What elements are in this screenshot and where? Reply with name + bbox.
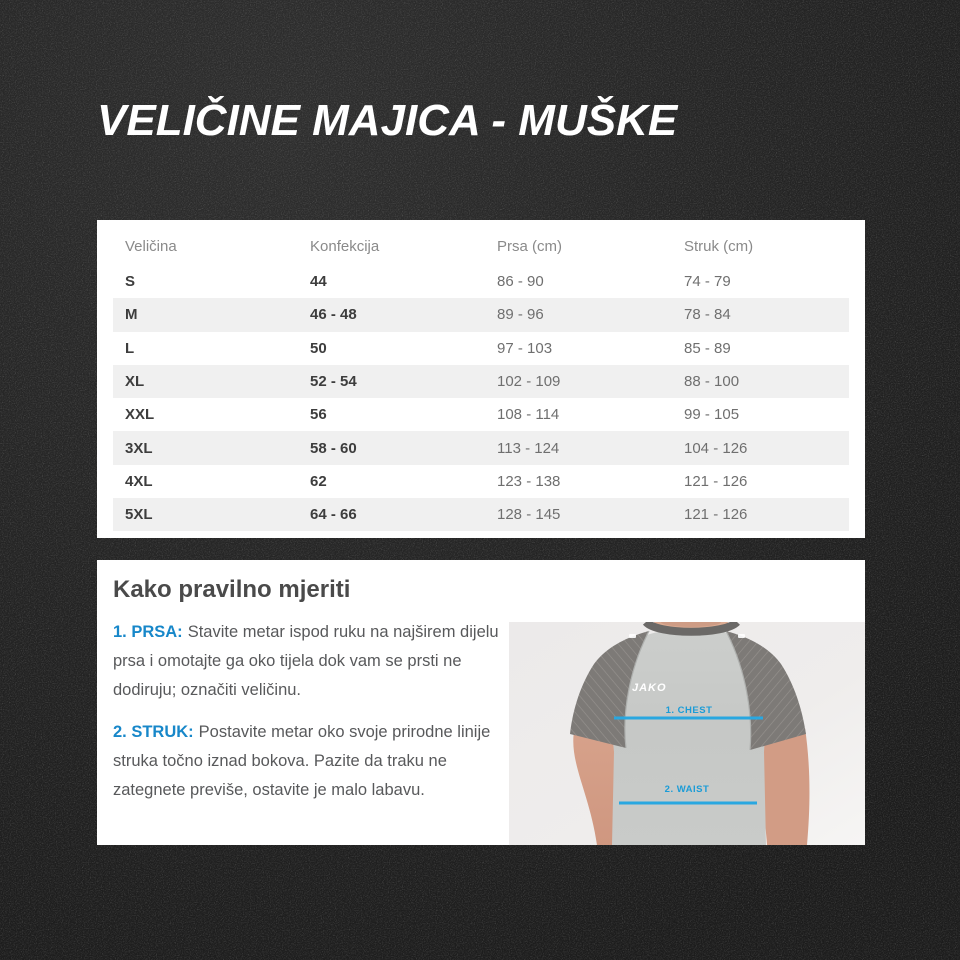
step-text-struk: Postavite metar oko svoje prirodne linije struka točno iznad bokova. Pazite da traku ne zategnete previše, ostavite je malo labavu.	[113, 723, 491, 799]
table-row	[113, 365, 849, 398]
table-row	[113, 431, 849, 464]
measure-guide-panel	[97, 560, 865, 845]
cell-velicina: L	[125, 339, 135, 357]
cell-velicina: XL	[125, 373, 145, 391]
cell-struk: 99 - 105	[684, 406, 740, 424]
step-label-prsa: 1. PRSA:	[113, 623, 183, 641]
cell-prsa: 108 - 114	[497, 406, 560, 424]
cell-konfekcija: 52 - 54	[310, 373, 357, 391]
table-header-row	[113, 228, 849, 265]
cell-konfekcija: 62	[310, 472, 327, 490]
cell-velicina: 3XL	[125, 439, 153, 457]
table-row	[113, 498, 849, 531]
guide-step-waist	[113, 718, 505, 805]
cell-prsa: 128 - 145	[497, 506, 561, 524]
column-header-struk: Struk (cm)	[684, 238, 754, 255]
cell-prsa: 97 - 103	[497, 339, 553, 357]
step-text-prsa: Stavite metar ispod ruku na najširem dijelu prsa i omotajte ga oko tijela dok vam se prsti ne dodiruju; označiti veličinu.	[113, 623, 499, 699]
size-table-panel	[97, 220, 865, 538]
guide-step-chest	[113, 618, 505, 705]
cell-konfekcija: 44	[310, 273, 327, 291]
table-row	[113, 265, 849, 298]
shirt-photo	[509, 622, 865, 845]
table-row	[113, 465, 849, 498]
left-shoulder-logo	[629, 634, 636, 638]
cell-struk: 85 - 89	[684, 339, 731, 357]
cell-velicina: 4XL	[125, 472, 153, 490]
cell-velicina: 5XL	[125, 506, 153, 524]
cell-struk: 74 - 79	[684, 273, 731, 291]
cell-velicina: S	[125, 273, 136, 291]
right-shoulder-logo	[738, 634, 745, 638]
guide-text-block	[113, 618, 505, 818]
table-row	[113, 332, 849, 365]
cell-prsa: 89 - 96	[497, 306, 544, 324]
guide-heading: Kako pravilno mjeriti	[113, 576, 351, 603]
cell-velicina: XXL	[125, 406, 155, 424]
cell-struk: 121 - 126	[684, 472, 748, 490]
cell-struk: 104 - 126	[684, 439, 748, 457]
shirt-illustration	[509, 622, 865, 845]
size-table	[113, 228, 849, 531]
cell-konfekcija: 58 - 60	[310, 439, 357, 457]
cell-struk: 78 - 84	[684, 306, 731, 324]
step-label-struk: 2. STRUK:	[113, 723, 194, 741]
cell-konfekcija: 46 - 48	[310, 306, 357, 324]
column-header-konfekcija: Konfekcija	[310, 238, 380, 255]
cell-prsa: 113 - 124	[497, 439, 560, 457]
cell-konfekcija: 50	[310, 339, 327, 357]
column-header-prsa: Prsa (cm)	[497, 238, 562, 255]
table-row	[113, 398, 849, 431]
cell-prsa: 86 - 90	[497, 273, 544, 291]
cell-prsa: 102 - 109	[497, 373, 561, 391]
page-title: VELIČINE MAJICA - MUŠKE	[97, 96, 678, 145]
cell-prsa: 123 - 138	[497, 472, 561, 490]
brand-logo: JAKO	[632, 682, 667, 694]
cell-konfekcija: 64 - 66	[310, 506, 357, 524]
cell-struk: 88 - 100	[684, 373, 740, 391]
waist-measure-label: 2. WAIST	[664, 784, 710, 795]
cell-velicina: M	[125, 306, 138, 324]
column-header-velicina: Veličina	[125, 238, 177, 255]
cell-konfekcija: 56	[310, 406, 327, 424]
table-row	[113, 298, 849, 331]
cell-struk: 121 - 126	[684, 506, 748, 524]
chest-measure-label: 1. CHEST	[665, 705, 713, 716]
